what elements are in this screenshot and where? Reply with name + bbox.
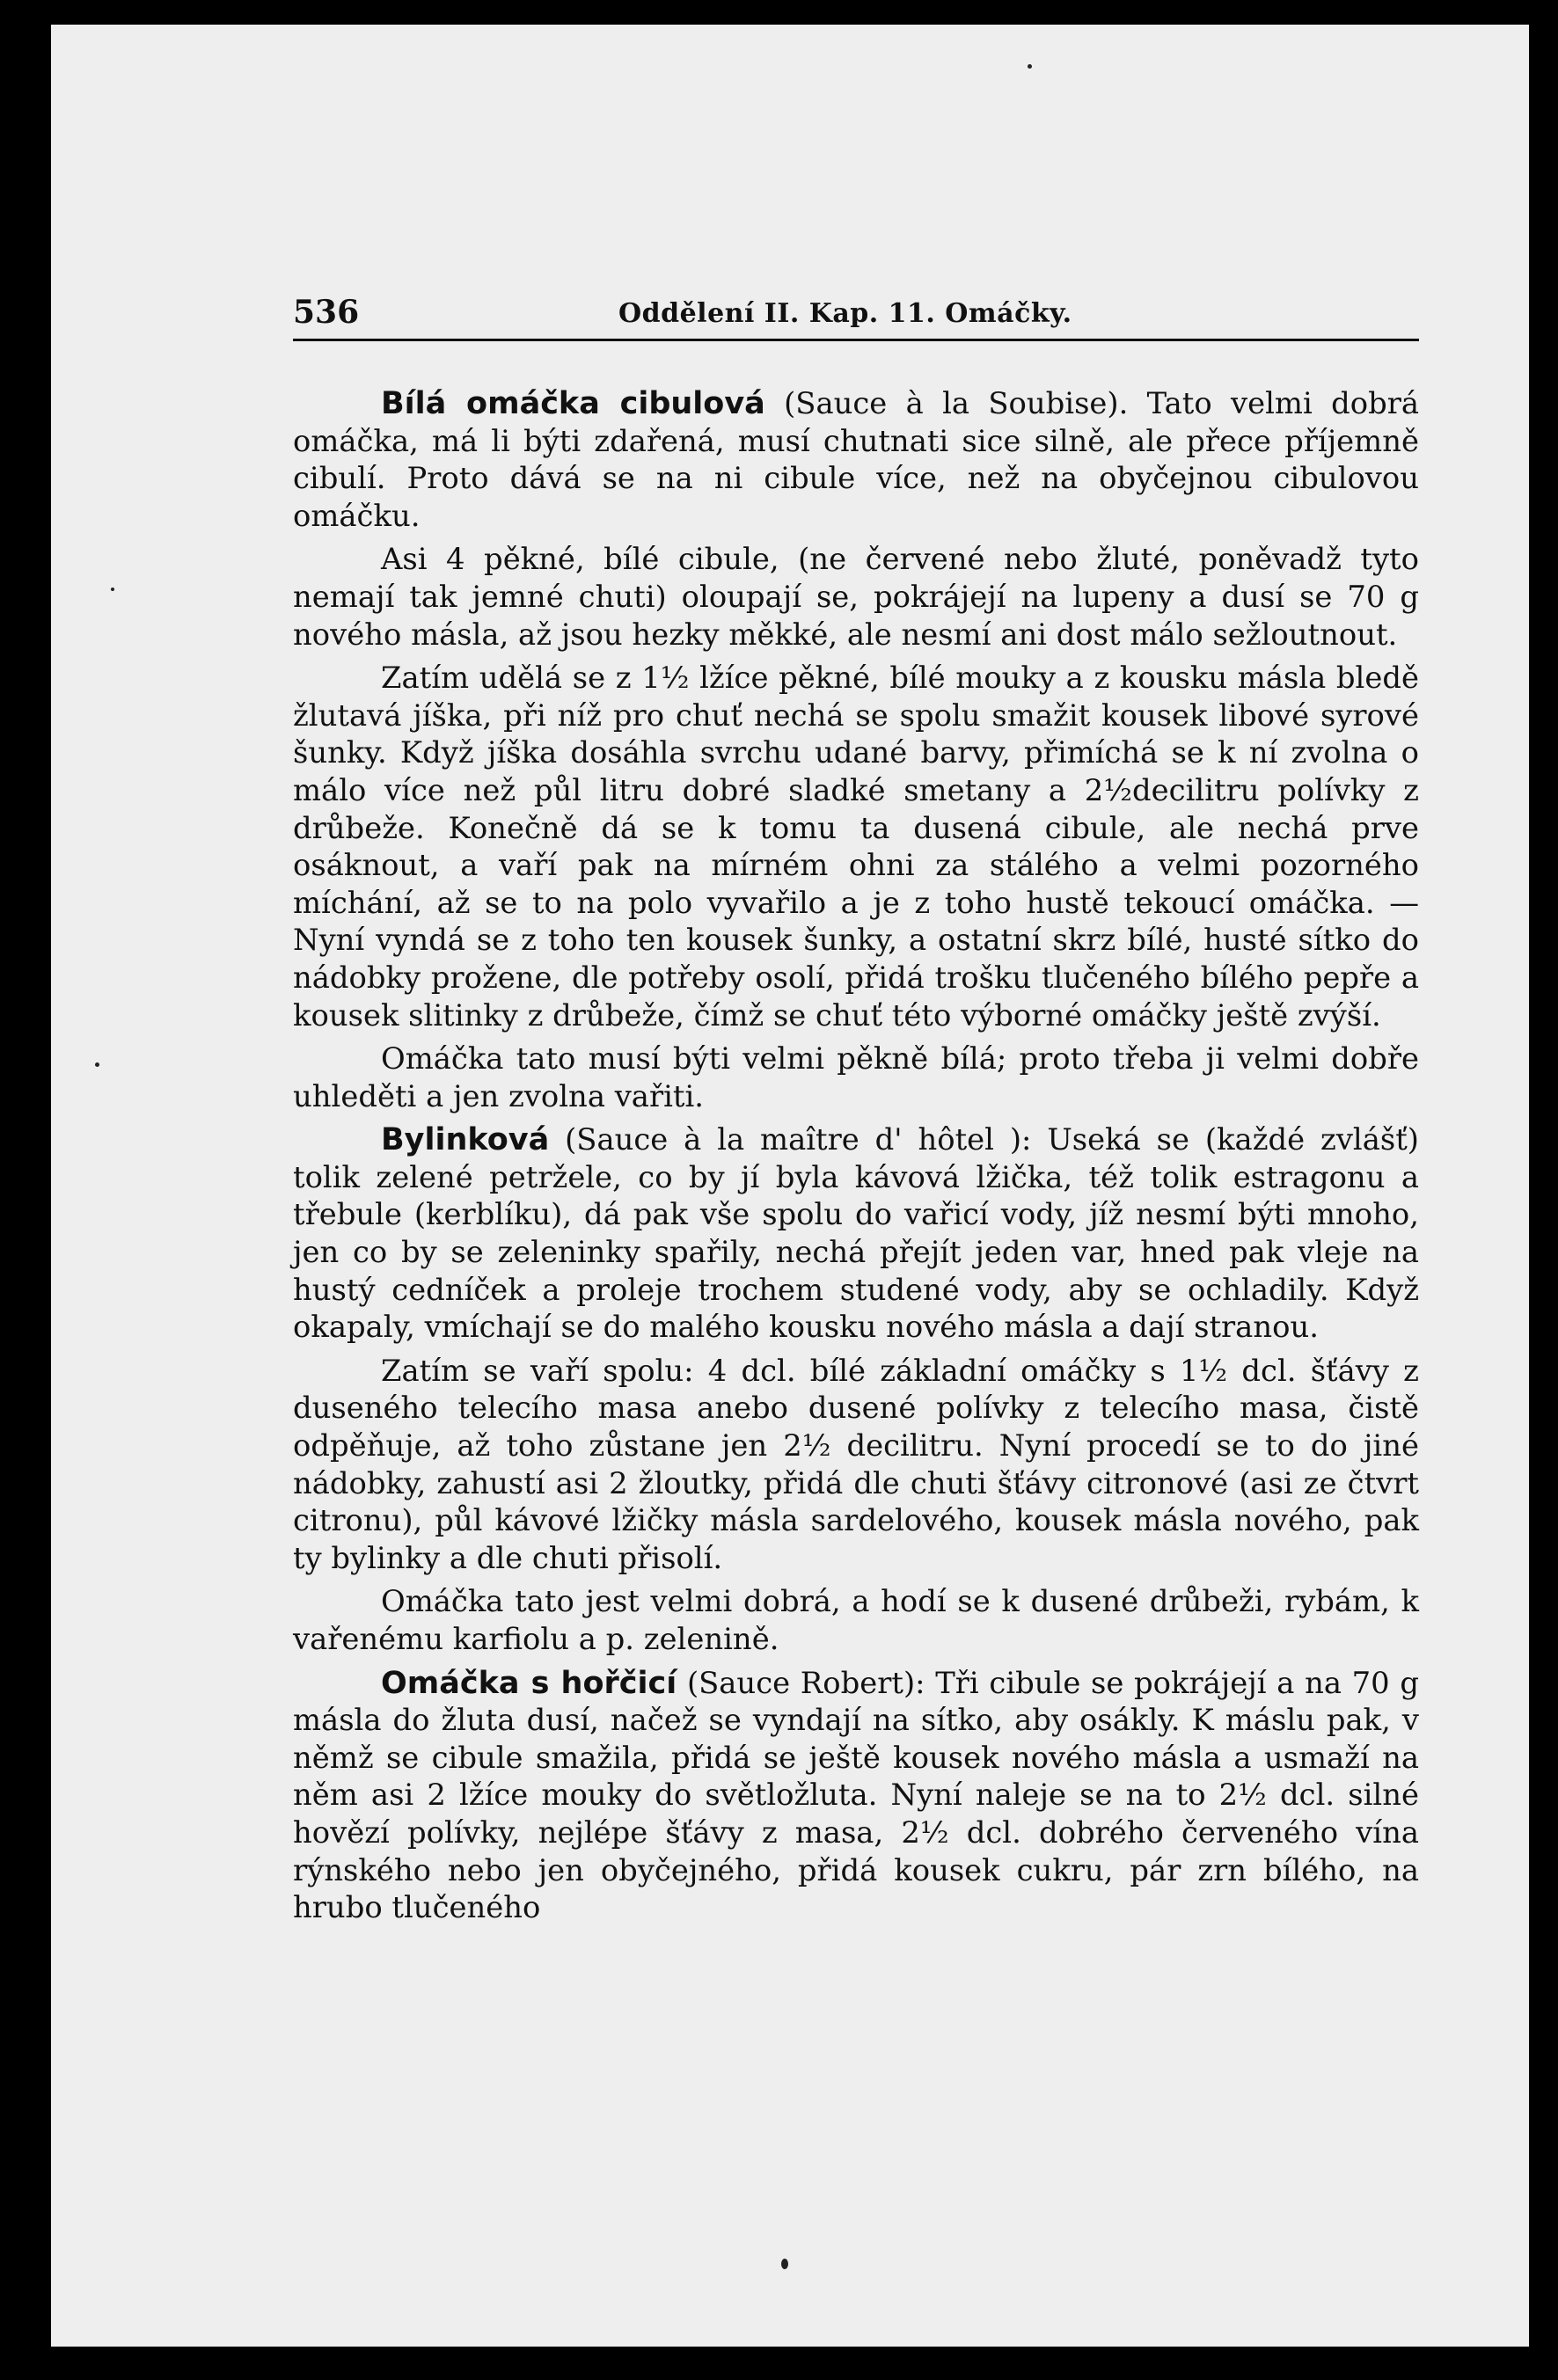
recipe-title: Bylinková xyxy=(381,1122,550,1158)
paragraph xyxy=(293,541,1419,653)
paragraph-text: Omáčka tato jest velmi dobrá, a hodí se k dusené drůbeži, rybám, k vařenému karfiolu a p. zelenině. xyxy=(293,1584,1419,1656)
recipe-title: Omáčka s hořčicí xyxy=(381,1665,677,1701)
paper-speck xyxy=(111,588,114,591)
paragraph-text: (Sauce à la Soubise). Tato velmi dobrá omáčka, má li býti zdařená, musí chutnati sice silně, ale přece příjemně cibulí. Proto dává se na ni cibule více, než na obyčejnou cibulovou omáčku. xyxy=(293,386,1420,533)
paragraph-text: Asi 4 pěkné, bílé cibule, (ne červené nebo žluté, poněvadž tyto nemají tak jemné chuti) oloupají se, pokrájejí na lupeny a dusí se 70 g nového másla, až jsou hezky měkké, ale nesmí ani dost málo sežloutnout. xyxy=(293,542,1419,652)
recipe-title: Bílá omáčka cibulová xyxy=(381,386,765,421)
running-head: Oddělení II. Kap. 11. Omáčky. xyxy=(618,298,1072,329)
paper-speck xyxy=(1028,64,1032,69)
paragraph xyxy=(293,660,1419,1034)
paragraph-text: Zatím udělá se z 1½ lžíce pěkné, bílé mouky a z kousku másla bledě žlutavá jíška, při níž pro chuť nechá se spolu smažit kousek libové syrové šunky. Když jíška dosáhla svrchu udané barvy, přimíchá se k ní zvolna o málo více než půl litru dobré sladké smetany a 2½decilitru polívky z drůbeže. Konečně dá se k tomu ta dusená cibule, ale nechá prve osáknout, a vaří pak na mírném ohni za stálého a velmi pozorného míchání, až se to na polo vyvařilo a je z toho hustě tekoucí omáčka. — Nyní vyndá se z toho ten kousek šunky, a ostatní skrz bílé, husté sítko do nádobky prožene, dle potřeby osolí, přidá trošku tlučeného bílého pepře a kousek slitinky z drůbeže, čímž se chuť této výborné omáčky ještě zvýší. xyxy=(293,661,1419,1033)
paper-speck xyxy=(781,2259,788,2269)
paragraph xyxy=(293,385,1419,535)
paper-speck xyxy=(95,1062,99,1067)
paragraph xyxy=(293,1583,1419,1658)
book-page xyxy=(51,25,1529,2347)
paragraph xyxy=(293,1353,1419,1578)
paragraph-text: Omáčka tato musí býti velmi pěkně bílá; proto třeba ji velmi dobře uhleděti a jen zvolna vařiti. xyxy=(293,1041,1419,1113)
page-number: 536 xyxy=(293,294,360,331)
paragraph-text: Zatím se vaří spolu: 4 dcl. bílé základní omáčky s 1½ dcl. šťávy z duseného telecího masa anebo dusené polívky z telecího masa, čistě odpěňuje, až toho zůstane jen 2½ decilitru. Nyní procedí se to do jiné nádobky, zahustí asi 2 žloutky, přidá dle chuti šťávy citronové (asi ze čtvrt citronu), půl kávové lžičky másla sardelového, kousek másla nového, pak ty bylinky a dle chuti přisolí. xyxy=(293,1353,1419,1575)
paragraph-text: (Sauce Robert): Tři cibule se pokrájejí a na 70 g másla do žluta dusí, načež se vyndají na sítko, aby osákly. K máslu pak, v němž se cibule smažila, přidá se ještě kousek nového másla a usmaží na něm asi 2 lžíce mouky do světložluta. Nyní naleje se na to 2½ dcl. silné hovězí polívky, nejlépe šťávy z masa, 2½ dcl. dobrého červeného vína rýnského nebo jen obyčejného, přidá kousek cukru, pár zrn bílého, na hrubo tlučeného xyxy=(293,1665,1419,1925)
paragraph-text: (Sauce à la maître d' hôtel ): Useká se (každé zvlášť) tolik zelené petržele, co by jí byla kávová lžička, též tolik estragonu a třebule (kerblíku), dá pak vše spolu do vařicí vody, jíž nesmí býti mnoho, jen co by se zeleninky spařily, nechá přejít jeden var, hned pak vleje na hustý cedníček a proleje trochem studené vody, aby se ochladily. Když okapaly, vmíchají se do malého kousku nového másla a dají stranou. xyxy=(293,1122,1419,1345)
paragraph xyxy=(293,1121,1419,1347)
paragraph xyxy=(293,1040,1419,1115)
body-text xyxy=(293,385,1419,1933)
paragraph xyxy=(293,1665,1419,1927)
page-header xyxy=(293,293,1419,341)
